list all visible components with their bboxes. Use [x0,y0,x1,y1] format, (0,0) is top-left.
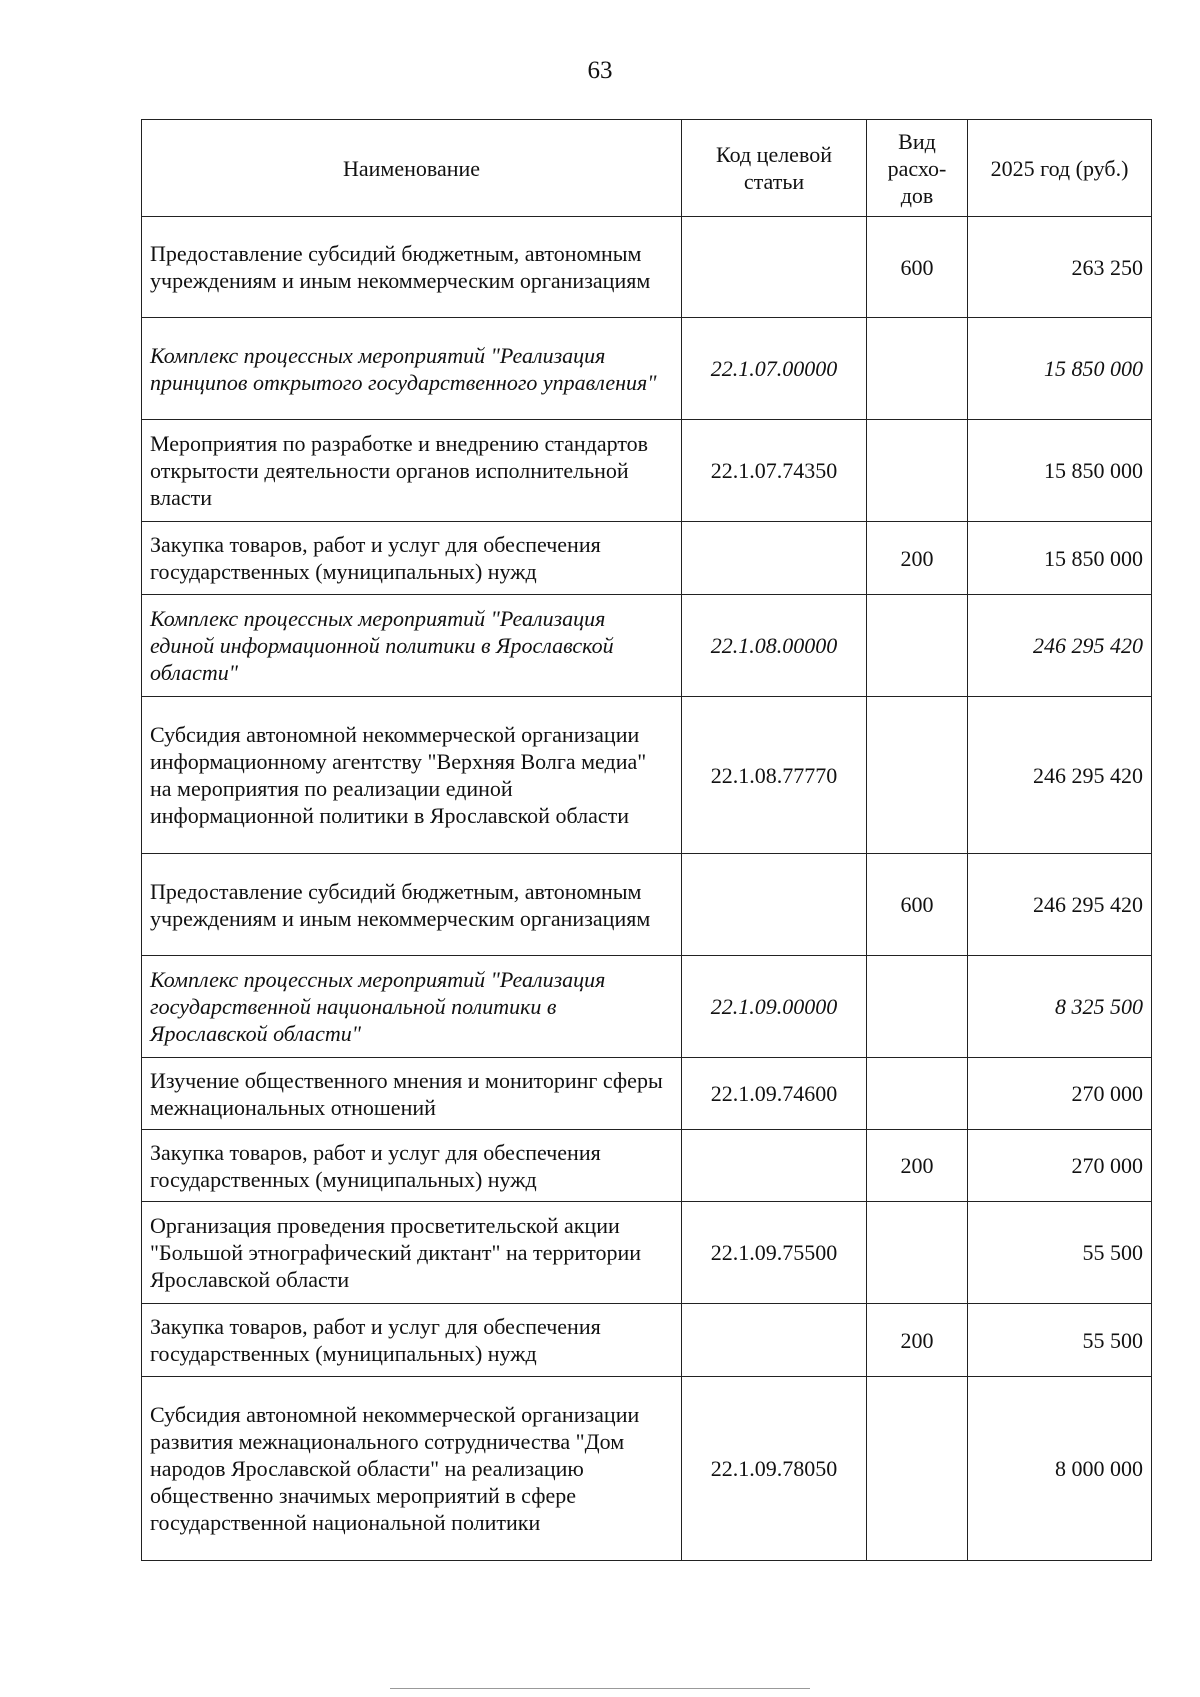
row-name: Предоставление субсидий бюджетным, автономным учреждениям и иным некоммерческим организациям [142,217,682,318]
table-row [142,522,1152,595]
table-header [142,120,1152,217]
row-kind [867,697,968,854]
table-row [142,1377,1152,1561]
table-row [142,1130,1152,1202]
row-name: Комплекс процессных мероприятий "Реализация государственной национальной политики в Ярославской области" [142,956,682,1058]
header-row [142,120,1152,217]
row-amount: 55 500 [968,1304,1152,1377]
row-name: Закупка товаров, работ и услуг для обеспечения государственных (муниципальных) нужд [142,1130,682,1202]
row-kind [867,956,968,1058]
row-amount: 263 250 [968,217,1152,318]
row-name: Мероприятия по разработке и внедрению стандартов открытости деятельности органов исполнительной власти [142,420,682,522]
row-code [682,217,867,318]
row-code: 22.1.09.00000 [682,956,867,1058]
row-amount: 15 850 000 [968,522,1152,595]
table-row [142,318,1152,420]
table-row [142,217,1152,318]
row-name: Субсидия автономной некоммерческой организации развития межнационального сотрудничества "Дом народов Ярославской области" на реализацию общественно значимых мероприятий в сфере государственной национальной политики [142,1377,682,1561]
row-amount: 15 850 000 [968,318,1152,420]
row-kind: 200 [867,1304,968,1377]
table-row [142,697,1152,854]
row-name: Комплекс процессных мероприятий "Реализация единой информационной политики в Ярославской области" [142,595,682,697]
row-name: Закупка товаров, работ и услуг для обеспечения государственных (муниципальных) нужд [142,522,682,595]
row-amount: 246 295 420 [968,697,1152,854]
row-kind [867,420,968,522]
row-code [682,1304,867,1377]
row-kind: 600 [867,217,968,318]
header-code: Код целевой статьи [682,120,867,217]
row-name: Организация проведения просветительской акции "Большой этнографический диктант" на территории Ярославской области [142,1202,682,1304]
table-row [142,420,1152,522]
footer-rule [390,1688,810,1689]
table-row [142,1058,1152,1130]
row-name: Комплекс процессных мероприятий "Реализация принципов открытого государственного управления" [142,318,682,420]
row-code: 22.1.09.75500 [682,1202,867,1304]
row-kind: 200 [867,522,968,595]
row-name: Изучение общественного мнения и мониторинг сферы межнациональных отношений [142,1058,682,1130]
row-code [682,1130,867,1202]
row-code: 22.1.07.74350 [682,420,867,522]
row-amount: 15 850 000 [968,420,1152,522]
row-name: Закупка товаров, работ и услуг для обеспечения государственных (муниципальных) нужд [142,1304,682,1377]
table-row [142,1304,1152,1377]
row-amount: 246 295 420 [968,854,1152,956]
row-code: 22.1.08.00000 [682,595,867,697]
row-name: Субсидия автономной некоммерческой организации информационному агентству "Верхняя Волга медиа" на мероприятия по реализации единой информационной политики в Ярославской области [142,697,682,854]
row-amount: 8 325 500 [968,956,1152,1058]
row-code: 22.1.09.74600 [682,1058,867,1130]
row-kind [867,1058,968,1130]
row-kind [867,1377,968,1561]
row-code: 22.1.07.00000 [682,318,867,420]
row-amount: 270 000 [968,1058,1152,1130]
row-amount: 270 000 [968,1130,1152,1202]
row-code: 22.1.09.78050 [682,1377,867,1561]
page-number: 63 [587,57,613,84]
row-kind [867,1202,968,1304]
row-code: 22.1.08.77770 [682,697,867,854]
budget-table [141,119,1152,1561]
header-amount: 2025 год (руб.) [968,120,1152,217]
table-body [142,217,1152,1561]
row-kind: 200 [867,1130,968,1202]
table-row [142,595,1152,697]
row-kind [867,318,968,420]
row-amount: 246 295 420 [968,595,1152,697]
row-amount: 8 000 000 [968,1377,1152,1561]
header-kind: Вид расхо- дов [867,120,968,217]
row-kind: 600 [867,854,968,956]
row-code [682,854,867,956]
row-name: Предоставление субсидий бюджетным, автономным учреждениям и иным некоммерческим организациям [142,854,682,956]
table-row [142,854,1152,956]
row-kind [867,595,968,697]
row-code [682,522,867,595]
table-row [142,1202,1152,1304]
header-name: Наименование [142,120,682,217]
row-amount: 55 500 [968,1202,1152,1304]
table-row [142,956,1152,1058]
